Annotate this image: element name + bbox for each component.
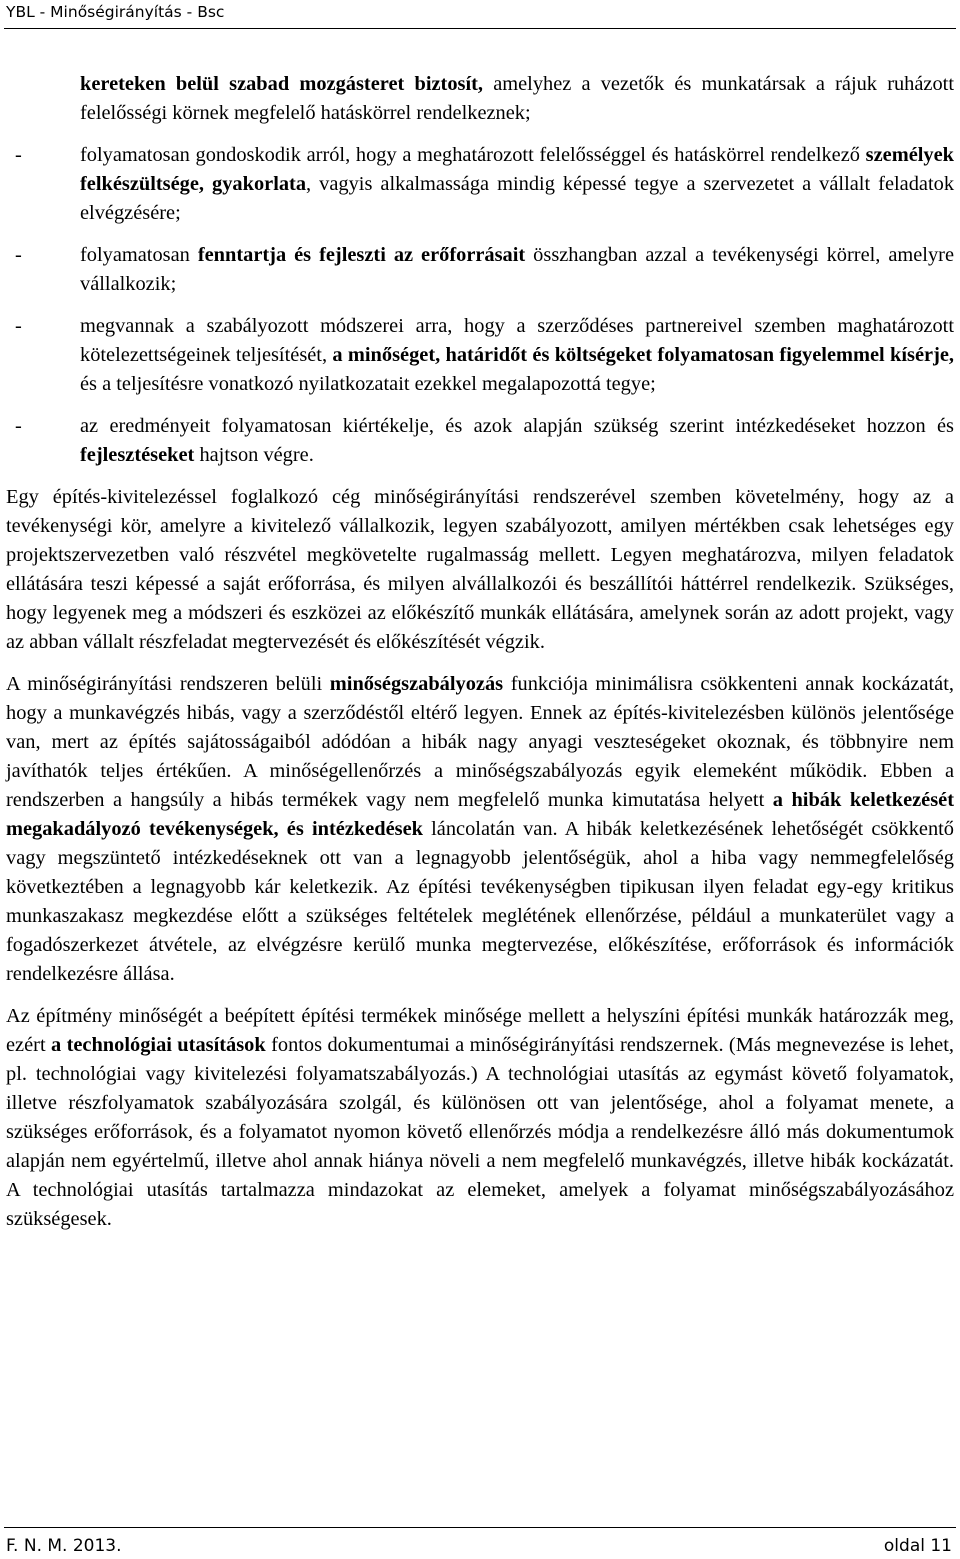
document-body: [6, 70, 954, 1234]
text-run: , vagyis alkalmassága mindig képessé tegye a szervezetet a vállalt feladatok elvégzésére;: [80, 173, 955, 224]
text-run: Az építmény minőségét a beépített építési termékek minősége mellett a helyszíni építési munkák határozzák meg, ezért: [6, 1005, 954, 1056]
text-run: a hibák keletkezését megakadályozó tevékenységek, és intézkedések: [6, 789, 954, 840]
paragraph: [6, 670, 954, 989]
bullet-item: [6, 312, 954, 399]
text-run: fontos dokumentumai a minőségirányítási rendszernek. (Más megnevezése is lehet, pl. technológiai vagy kivitelezési folyamatszabályozás.) A technológiai utasítás az egymást követő folyamatok, illetve részfolyamatok szabályozására szolgál, és különösen ott van jelentősége, ahol a folyamat menete, a szükséges erőforrások, és a folyamatot nyomon követő ellenőrzés módja a rendelkezésre álló más dokumentumok alapján nem egyértelmű, illetve ahol annak hiánya növeli a nem megfelelő munkavégzés, illetve hibák kockázatát. A technológiai utasítás tartalmazza mindazokat az elemeket, amelyek a folyamat minőségszabályozásához szükségesek.: [6, 1034, 954, 1230]
text-run: funkciója minimálisra csökkenteni annak kockázatát, hogy a munkavégzés hibás, vagy a szerződéstől eltérő legyen. Ennek az építés-kivitelezésben különös jelentősége van, mert az építés sajátosságaiból adódóan a hibák nagy anyagi veszteségeket okoznak, és többnyire nem javíthatók teljes értékűen. A minőségellenőrzés a minőségszabályozás egyik elemeként működik. Ebben a rendszerben a hangsúly a hibás termékek vagy nem megfelelő munka kimutatása helyett: [6, 673, 954, 811]
paragraph: [6, 1002, 954, 1234]
bullet-list: [6, 70, 954, 470]
footer-left: F. N. M. 2013.: [6, 1536, 122, 1556]
text-run: Egy építés-kivitelezéssel foglalkozó cég minőségirányítási rendszerével szemben követelmény, hogy az a tevékenységi kör, amelyre a kivitelező vállalkozik, legyen szabályozott, amilyen mértékben csak lehetséges egy projektszervezetben való részvétel megkövetelte rugalmasság mellett. Legyen meghatározva, milyen feladatok ellátására teszi képessé a saját erőforrása, és milyen alvállalkozói és beszállítói háttérrel rendelkezik. Szükséges, hogy legyenek meg a módszeri és eszközei az előkészítő munkák ellátására, amelynek során az adott projekt, vagy az abban vállalt részfeladat megtervezését és előkészítését végzik.: [6, 486, 954, 653]
bullet-item: [6, 141, 954, 228]
text-run: és a teljesítésre vonatkozó nyilatkozatait ezekkel megalapozottá tegye;: [80, 373, 656, 395]
bullet-item: [6, 241, 954, 299]
bullet-dash: -: [15, 415, 22, 437]
text-run: minőségszabályozás: [329, 673, 504, 695]
text-run: személyek felkészültsége, gyakorlata: [80, 144, 954, 195]
paragraph: [6, 483, 954, 657]
page-footer: [0, 1527, 960, 1559]
text-run: a technológiai utasítások: [51, 1034, 266, 1056]
header-rule: [4, 28, 956, 29]
text-run: láncolatán van. A hibák keletkezésének lehetőségét csökkentő vagy megszüntető intézkedéseknek ott van a legnagyobb jelentőségük, ahol a hiba vagy nemmegfelelőség következtében a legnagyobb kár keletkezik. Az építési tevékenységben tipikusan ilyen feladat egy-egy kritikus munkaszakasz megkezdése előtt a szükséges feltételek meglétének ellenőrzése, például a munkaterület vagy a fogadószerkezet átvétele, az elvégzésre kerülő munka megtervezése, előkészítése, erőforrások és információk rendelkezésre állása.: [6, 818, 955, 985]
text-run: amelyhez a vezetők és munkatársak a rájuk ruházott felelősségi körnek megfelelő hatáskörrel rendelkeznek;: [80, 73, 954, 124]
text-run: folyamatosan gondoskodik arról, hogy a meghatározott felelősséggel és hatáskörrel rendelkező: [80, 144, 866, 166]
bullet-dash: -: [15, 244, 22, 266]
bullet-item: [6, 70, 954, 128]
bullet-item: [6, 412, 954, 470]
text-run: folyamatosan: [80, 244, 198, 266]
text-run: kereteken belül szabad mozgásteret biztosít,: [80, 73, 484, 95]
text-run: hajtson végre.: [194, 444, 314, 466]
header-title: YBL - Minőségirányítás - Bsc: [6, 3, 225, 21]
bullet-dash: -: [15, 315, 22, 337]
text-run: A minőségirányítási rendszeren belüli: [6, 673, 330, 695]
bullet-dash: -: [15, 144, 22, 166]
text-run: megvannak a szabályozott módszerei arra, hogy a szerződéses partnereivel szemben maghatározott kötelezettségeinek teljesítését,: [80, 315, 954, 366]
text-run: összhangban azzal a tevékenységi körrel, amelyre vállalkozik;: [80, 244, 955, 295]
text-run: fejlesztéseket: [80, 444, 195, 466]
text-run: fenntartja és fejleszti az erőforrásait: [197, 244, 526, 266]
text-run: az eredményeit folyamatosan kiértékelje, és azok alapján szükség szerint intézkedéseket hozzon és: [80, 415, 954, 437]
page-number: oldal 11: [883, 1536, 952, 1556]
page-header: [4, 0, 956, 30]
footer-rule: [4, 1527, 956, 1528]
text-run: a minőséget, határidőt és költségeket folyamatosan figyelemmel kísérje,: [332, 344, 955, 366]
